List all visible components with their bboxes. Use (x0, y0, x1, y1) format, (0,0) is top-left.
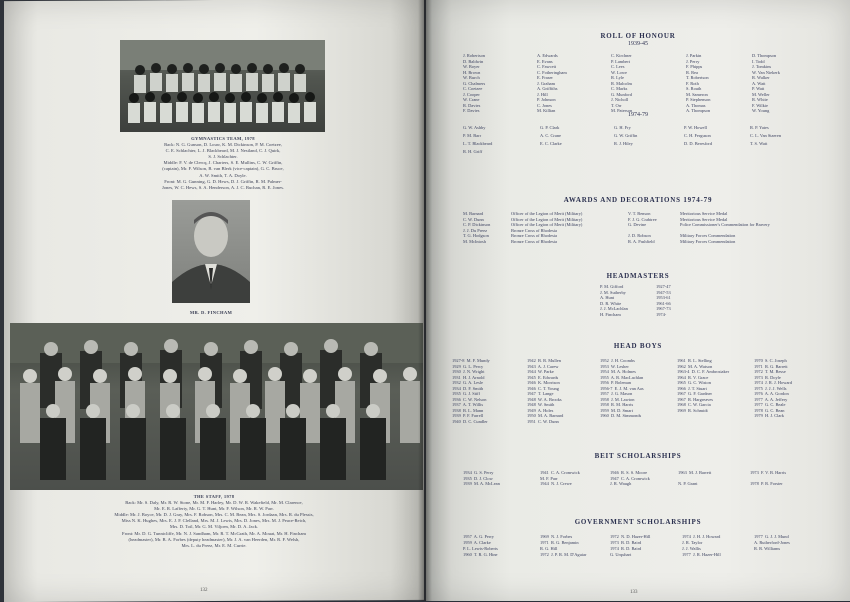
head-boy-entry: 1970 S. C. Joseph (754, 358, 787, 363)
beit-scholar-entry: N. P. Grant (678, 481, 698, 486)
government-scholar-entry: R. R. Williams (754, 546, 781, 551)
roll-of-honour-entry: C. Lees (611, 64, 625, 69)
roll-of-honour-entry: J. Nicholl (611, 97, 629, 102)
roll-of-honour-entry: M. Weller (752, 91, 770, 97)
head-boy-entry: 1975 J. J. J. Wells (754, 385, 787, 391)
roll-of-honour-entry: R. Malcolm (611, 80, 632, 86)
award-entry: Officer of the Legion of Merit (Military) (511, 216, 583, 222)
head-boy-entry: 1977 G. C. Beale (754, 402, 786, 407)
head-boy-entry: 1956-7 E. J. M. van Aas (600, 385, 644, 391)
book-spine (418, 0, 432, 601)
government-scholar-entry: R. G. Hill (540, 546, 558, 551)
head-boy-entry: 1953 W. Lesher (600, 363, 629, 369)
head-boy-column (677, 358, 729, 413)
head-boy-column (600, 358, 644, 419)
roll-of-honour-entry: T. Orr (611, 102, 622, 108)
head-boy-entry: 1927-8 M. F. Mundy (452, 358, 490, 363)
staff-caption-line: Front: Mr. D. G. Tunnicliffe, Mr. N. J. Sandham, Mr. R. T. McGrath, Mr. A. Mouat, Mr. H. Fincham (122, 530, 306, 536)
government-scholar-entry: P. L. Lewis-Roberts (463, 546, 498, 551)
government-scholar-column (682, 534, 721, 558)
head-boy-entry: 1952 J. H. Coombs (600, 358, 635, 363)
roll-of-honour-entry: J. Perry (686, 58, 700, 64)
gymnastics-team-photo (120, 40, 325, 132)
award-entry: Police Commissioner's Commendation for Bravery (680, 222, 770, 227)
award-entry: Military Forces Commendation (680, 238, 736, 244)
head-boy-entry: 1959 M. D. Smart (600, 407, 633, 413)
roll-of-honour-entry: D. Thompson (752, 53, 777, 58)
roll-of-honour-column (537, 53, 567, 114)
award-entry: Meritorious Service Medal (680, 211, 728, 216)
roll-1974-column (750, 124, 781, 148)
head-boy-entry: 1958 J. M. Lawton (600, 396, 635, 402)
head-boy-entry: 1971 R. G. Barrett (754, 363, 788, 369)
beit-scholar-column (540, 470, 580, 487)
headmaster-entry: D. R. White (600, 300, 622, 306)
government-scholar-entry: 1974 R. D. Baird (610, 546, 642, 551)
award-entry: C. W. Dunn (463, 216, 484, 222)
roll-1974-entry: R. P. Yates (750, 125, 769, 130)
head-boy-entry: 1954 M. A. Holmes (600, 369, 636, 374)
government-scholar-column (463, 534, 498, 558)
beit-scholar-entry: 1978 P. R. Forster (750, 481, 783, 486)
roll-of-honour-entry: P. Johnson (537, 97, 556, 102)
government-scholar-entry: 1971 R. G. Benjamin (540, 540, 579, 545)
roll-of-honour-entry: R. Walker (752, 75, 770, 80)
award-entry: M. Barnard (463, 211, 484, 216)
head-boy-entry: 1930 J. N. Wright (452, 369, 485, 374)
roll-of-honour-entry: W. Burch (463, 75, 480, 80)
award-entry: M. McIntosh (463, 238, 486, 244)
roll-1974-column (684, 124, 712, 148)
roll-of-honour-entry: C. Jones (537, 102, 552, 108)
gymnastics-photo-figures (120, 40, 325, 132)
head-boy-entry: 1939 P. F. Farrell (452, 413, 484, 418)
headmaster-entry: 1927-47 (656, 284, 671, 289)
head-boy-entry: 1934 D. F. Smith (452, 385, 484, 391)
award-entry: Bronze Cross of Rhodesia (511, 238, 557, 244)
beit-scholar-entry: 1934 G. S. Perry (463, 470, 494, 475)
head-boy-entry: 1948 W. A. Brooks (527, 396, 562, 402)
government-title: GOVERNMENT SCHOLARSHIPS (574, 518, 702, 526)
headmaster-column (656, 284, 671, 317)
roll-of-honour-entry: C. Fotheringham (537, 69, 567, 75)
head-boy-entry: 1968 C. W. Garcia (677, 402, 711, 407)
gymnastics-caption-title: GYMNASTICS TEAM, 1978 (191, 136, 255, 141)
portrait-figure (172, 200, 250, 303)
head-boy-entry: 1979 H. J. Clark (754, 413, 785, 418)
right-page-number: 133 (630, 590, 638, 595)
beit-scholar-entry: 1946 R. S. S. Moore (610, 470, 648, 475)
roll-of-honour-period: 1939-45 (628, 41, 648, 47)
head-boy-entry: 1935 G. J. Stiff (452, 391, 480, 396)
roll-of-honour-column (686, 53, 710, 114)
head-boy-entry: 1978 G. C. Bean (754, 407, 785, 413)
roll-of-honour-entry: F. Wilkie (752, 102, 768, 108)
roll-1974-entry: R. J. Hiley (614, 141, 633, 146)
head-boy-entry: 1936 C. W. Nelson (452, 396, 487, 402)
beit-scholar-entry: 1963 M. J. Barrett (678, 470, 712, 475)
staff-caption-line: Mrs. L. du Preez, Mr. E. M. Currie. (181, 542, 247, 548)
head-boy-entry: 1960 D. M. Simmonds (600, 413, 642, 418)
government-scholar-entry: J. R. Taylor (682, 540, 703, 545)
roll-1974-column (614, 124, 637, 148)
award-column (463, 211, 490, 244)
roll-of-honour-entry: E. Evans (537, 58, 553, 64)
roll-1974-entry: T. S. Watt (750, 141, 768, 146)
gymnastics-caption-line: Back: N. G. Gunson, D. Louw, K. M. Dickinson, P. M. Coetzee, (164, 142, 282, 148)
roll-of-honour-entry: W. Young (752, 108, 770, 113)
head-boy-entry: 1974 J. R. J. Howard (754, 380, 793, 385)
roll-1974-entry: A. C. Crane (540, 133, 561, 138)
award-entry: Military Forces Commendation (680, 233, 736, 238)
roll-1974-column (463, 124, 492, 156)
roll-of-honour-entry: I. Todd (752, 58, 765, 64)
head-boy-entry: 1972 T. M. Besse (754, 369, 786, 374)
award-entry: Meritorious Service Medal (680, 216, 728, 222)
roll-of-honour-entry: G. Chalmers (463, 80, 486, 86)
roll-1974-period: 1974-79 (628, 112, 648, 118)
roll-of-honour-entry: F. Davies (463, 108, 480, 113)
roll-1974-entry: C. L. Van Staeren (750, 133, 782, 138)
government-scholar-column (754, 534, 790, 552)
head-boy-entry: 1973 R. Doyle (754, 374, 781, 380)
award-column (628, 211, 657, 244)
government-scholar-entry: 1977 J. R. Hazer-Hill (682, 552, 721, 557)
government-scholar-entry: J. J. Wallis (682, 546, 701, 551)
roll-of-honour-entry: G. Munford (611, 91, 632, 97)
award-entry: Bronze Cross of Rhodesia (511, 233, 557, 238)
roll-of-honour-entry: R. Davies (463, 102, 481, 108)
staff-caption-line: (headmaster), Mr. B. A. Forbes (deputy headmaster), Mr. J. A. van Heerden, Mr. R. F. Welsh, (128, 536, 300, 542)
staff-photo (10, 323, 423, 490)
award-entry: C. P. Dickinson (463, 222, 491, 227)
government-scholar-entry: 1977 G. J. J. Mund (754, 534, 789, 539)
roll-of-honour-entry: H. Brown (463, 69, 481, 75)
roll-of-honour-entry: T. Robertson (686, 75, 709, 80)
roll-of-honour-entry: S. Routh (686, 86, 702, 91)
roll-of-honour-entry: R. Rea (686, 69, 698, 75)
right-page (426, 0, 850, 601)
headmaster-entry: P. M. Gifford (600, 284, 624, 289)
beit-scholar-entry: 1941 C. A. Cromwick (540, 470, 580, 475)
head-boy-entry: 1940 D. C. Cundler (452, 418, 488, 424)
government-scholar-entry: 1969 N. J. Forbes (540, 534, 573, 539)
head-boy-entry: 1955 A. R. MacLachlan (600, 374, 644, 380)
head-boy-entry: 1963-4 D. C. F. Ambrosiaker (677, 369, 730, 374)
head-boy-entry: 1967 G. F. Gardner (677, 391, 713, 396)
roll-of-honour-entry: J. Graham (537, 80, 556, 86)
headmaster-entry: H. Fincham (600, 311, 621, 317)
government-scholar-entry: A. Rutherford-Jones (754, 540, 790, 545)
award-entry: F. J. G. Crabtree (628, 216, 657, 222)
head-boy-entry: 1942 B. R. Mullen (527, 358, 561, 363)
roll-of-honour-entry: P. Stephenson (686, 97, 711, 102)
staff-caption (64, 494, 364, 549)
roll-of-honour-entry: J. Hill (537, 91, 548, 97)
roll-of-honour-column (752, 53, 780, 114)
beit-title: BEIT SCHOLARSHIPS (594, 452, 682, 460)
roll-of-honour-entry: C. Fawcett (537, 64, 557, 69)
head-boy-entry: 1946 C. T. Young (527, 385, 559, 391)
headmasters-title: HEADMASTERS (606, 272, 670, 280)
roll-1974-entry: G. W. Griffin (614, 133, 638, 138)
head-boys-title: HEAD BOYS (613, 342, 663, 350)
head-boy-column (527, 358, 563, 424)
head-boy-entry: 1950 M. A. Barnard (527, 413, 564, 418)
roll-of-honour-entry: P. Watt (752, 86, 765, 91)
award-entry: J. D. Robson (628, 233, 651, 238)
roll-of-honour-entry: M. Sameron (686, 91, 708, 97)
head-boy-entry: 1961 R. L. Stelling (677, 358, 712, 363)
staff-caption-line: Miss N. K. Hughes, Mrs. E. J. F. Clelland, Mrs. M. J. Lewis, Mrs. D. Jones, Mrs. M. J. Peace-Reich, (121, 518, 307, 524)
award-column (680, 211, 770, 244)
beit-scholar-column (750, 470, 786, 487)
roll-of-honour-entry: C. Kirchner (611, 53, 632, 58)
headmaster-entry: A. Hunt (600, 295, 615, 300)
roll-of-honour-column (611, 53, 632, 114)
government-scholar-column (540, 534, 586, 558)
government-scholar-entry: 1957 A. G. Perry (463, 534, 494, 539)
beit-scholar-entry: 1947 C. A. Cromwick (610, 475, 650, 481)
award-entry: T. G. Hodgson (463, 233, 489, 238)
roll-1974-column (540, 124, 562, 148)
roll-of-honour-entry: W. Lowe (611, 69, 627, 75)
head-boy-entry: 1949 A. Holes (527, 407, 554, 413)
roll-1974-entry: P. W. Howell (684, 125, 707, 130)
beit-scholar-entry: 1939 M. A. McLean (463, 481, 500, 486)
roll-of-honour-entry: A. Griffiths (537, 86, 558, 91)
roll-of-honour-entry: M. Killian (537, 108, 556, 113)
government-scholar-entry: 1960 T. R. G. Hine (463, 552, 498, 557)
head-boy-entry: 1958 R. M. Harris (600, 402, 634, 407)
roll-of-honour-column (463, 53, 485, 114)
roll-of-honour-entry: C. Coetzee (463, 86, 483, 91)
award-entry: Officer of the Legion of Merit (Military) (511, 211, 583, 216)
roll-of-honour-entry: A. Edwards (537, 53, 558, 58)
beit-scholar-entry: 1944 N. J. Crewe (540, 481, 572, 486)
award-entry: G. Devine (628, 222, 647, 227)
roll-of-honour-entry: W. Crane (463, 97, 480, 102)
gymnastics-caption-line: A. W. Smith, T. A. Doyle. (199, 172, 247, 178)
head-boy-entry: 1946 K. Morrison (527, 380, 560, 385)
awards-title: AWARDS AND DECORATIONS 1974-79 (563, 196, 713, 204)
government-scholar-column (610, 534, 650, 558)
roll-of-honour-entry: J. Tomkins (752, 64, 772, 69)
head-boy-entry: 1962 M. A. Watson (677, 363, 713, 369)
staff-caption-line: Middle: Mr. J. Boyce, Mr. D. J. Gray, Mrs. F. Robson, Mrs. C. M. Bean, Mrs. S. Jordaan, Mrs. R. du Plessis, (114, 512, 314, 518)
gymnastics-caption (118, 136, 328, 191)
headmaster-portrait-photo (172, 200, 250, 303)
award-entry: Bronze Cross of Rhodesia (511, 227, 557, 233)
roll-of-honour-entry: D. Baldwin (463, 58, 484, 64)
staff-caption-line: Mr. E. R. Lafferty, Mr. G. T. Hunt, Mr. F. Wilson, Mr. R. W. Parr. (154, 506, 274, 512)
head-boy-entry: 1937 A. T. Willis (452, 402, 484, 407)
beit-scholar-entry: M. F. Parr (540, 475, 558, 481)
gymnastics-caption-line: (captain), Mr. F. Wilson, B. van Blerk (vice-captain), G. C. Bruce, (162, 166, 284, 172)
head-boy-entry: 1957 J. G. Mason (600, 391, 633, 396)
roll-1974-entry: P. M. Barr (463, 133, 482, 138)
roll-1974-entry: C. H. Ferguson (684, 133, 711, 138)
roll-of-honour-entry: W. Van Niekerk (752, 69, 780, 75)
roll-of-honour-entry: W. Boyer (463, 64, 480, 69)
headmaster-entry: 1947-53 (656, 289, 671, 295)
award-entry: Officer of the Legion of Merit (Military) (511, 222, 583, 227)
roll-of-honour-entry: A. Thompson (686, 108, 711, 113)
headmaster-entry: 1961-66 (656, 300, 671, 306)
portrait-caption (172, 310, 250, 316)
roll-1974-entry: G. H. Fry (614, 125, 631, 130)
gymnastics-caption-line: Middle: F. V. de Clercq, J. Charters, S. E. Mullins, C. W. Griffin, (163, 160, 283, 166)
head-boy-entry: 1929 G. L. Percy (452, 363, 484, 369)
roll-of-honour-entry: A. Thomas (686, 102, 706, 108)
staff-caption-line: Back: Mr. S. Daly, Mr. R. W. Stone, Mr. M. F. Harley, Mr. D. W. R. Wakefield, Mr. M. Clarence, (125, 500, 303, 506)
roll-1974-entry: D. D. Beresford (684, 141, 713, 146)
head-boy-entry: 1969 R. Schmidt (677, 407, 708, 413)
government-scholar-entry: 1973 B. D. Baird (610, 540, 642, 545)
roll-of-honour-entry: F. Phipps (686, 64, 703, 69)
beit-scholar-column (610, 470, 650, 487)
headmaster-entry: 1953-61 (656, 295, 671, 300)
head-boy-entry: 1945 E. Edwards (527, 374, 559, 380)
head-boy-entry: 1964 R. V. Grace (677, 374, 709, 380)
roll-of-honour-entry: F. Roth (686, 80, 699, 86)
award-column (511, 211, 582, 244)
roll-of-honour-entry: M. Paterson (611, 108, 633, 113)
roll-of-honour-entry: A. Watt (752, 80, 766, 86)
headmaster-column (600, 284, 628, 317)
head-boy-entry: 1976 A. A. Gordon (754, 391, 789, 396)
government-scholar-entry: G. Urquhart (610, 552, 632, 557)
head-boy-entry: 1943 A. J. Carew (527, 363, 559, 369)
headmaster-entry: 1967-73 (656, 306, 671, 311)
headmaster-entry: J. J. McLachlan (600, 306, 628, 311)
roll-of-honour-entry: J. Parkin (686, 53, 702, 58)
roll-of-honour-entry: J. Robertson (463, 53, 485, 58)
head-boy-entry: 1977 A. A. Jeffery (754, 396, 788, 402)
government-scholar-entry: 1972 N. D. Hazer-Hill (610, 534, 651, 539)
government-scholar-entry: 1959 A. Clarke (463, 540, 491, 545)
roll-1974-entry: E. C. Clarke (540, 141, 562, 146)
gymnastics-caption-line: Front: M. G. Gunning, G. D. Hews, D. J. Griffin, R. M. Palmer- (164, 178, 282, 184)
head-boy-entry: 1967 R. Hargreaves (677, 396, 714, 402)
head-boy-entry: 1931 H. J. Arnold (452, 374, 485, 380)
staff-caption-line: Mrs. D. Toil, Mr. G. M. Viljoen, Mr. D. A. Jack. (169, 524, 259, 530)
head-boy-column (754, 358, 792, 419)
roll-of-honour-entry: J. Cooper (463, 91, 480, 97)
beit-scholar-entry: 1935 D. J. Clow (463, 475, 493, 481)
beit-scholar-column (678, 470, 711, 487)
gymnastics-caption-line: C. E. Schlachter, L. J. Blackbeard, M. J. Nestland, C. J. Quirk, (165, 148, 281, 154)
beit-scholar-entry: J. R. Waugh (610, 481, 632, 486)
headmaster-entry: 1974- (656, 311, 667, 317)
government-scholar-entry: 1972 J. P. R. M. D'Aguiar (540, 552, 587, 557)
roll-of-honour-entry: R. Lyle (611, 75, 624, 80)
head-boy-entry: 1965 G. C. Wiston (677, 380, 711, 385)
roll-of-honour-entry: C. Marks (611, 86, 628, 91)
roll-1974-entry: L. T. Blackbeard (463, 141, 493, 146)
roll-of-honour-entry: R. White (752, 97, 768, 102)
head-boy-entry: 1951 C. W. Dunn (527, 418, 559, 424)
head-boy-entry: 1932 G. A. Lesle (452, 380, 483, 385)
roll-1974-entry: G. W. Ashby (463, 125, 486, 130)
roll-of-honour-title: ROLL OF HONOUR (600, 32, 676, 40)
roll-1974-entry: G. P. Clark (540, 125, 560, 130)
award-entry: V. T. Benson (628, 211, 651, 216)
roll-of-honour-entry: E. Fraser (537, 75, 553, 80)
gymnastics-caption-line: Jones, W. C. Hews, S. A. Henderson, A. J. C. Buchan, R. E. Jones. (161, 184, 285, 190)
portrait-caption-text: MR. D. FINCHAM (189, 310, 233, 315)
roll-1974-entry: R. H. Griff (463, 149, 483, 154)
staff-caption-title: THE STAFF, 1978 (193, 494, 235, 499)
left-page-number: 132 (200, 588, 208, 593)
government-scholar-entry: 1974 J. H. J. Howard (682, 534, 721, 539)
head-boy-entry: 1938 B. L. Mann (452, 407, 484, 413)
roll-of-honour-entry: P. Lambert (611, 58, 631, 64)
head-boy-entry: 1956 P. Boleman (600, 380, 631, 385)
award-entry: J. J. Du Preez (463, 227, 488, 233)
head-boy-entry: 1947 T. Lange (527, 391, 554, 396)
head-boy-entry: 1944 W. Parke (527, 369, 554, 374)
headmaster-entry: J. M. Sutherby (600, 289, 626, 295)
beit-scholar-column (463, 470, 500, 487)
head-boy-entry: 1948 W. Smith (527, 402, 555, 407)
award-entry: R. A. Pashfield (628, 238, 655, 244)
head-boy-entry: 1966 J. T. Stuart (677, 385, 707, 391)
head-boy-column (452, 358, 490, 424)
beit-scholar-entry: 1973 F. V. B. Harris (750, 470, 787, 475)
gymnastics-caption-line: S. J. Schlachter. (208, 154, 238, 160)
staff-photo-figures (10, 323, 423, 490)
